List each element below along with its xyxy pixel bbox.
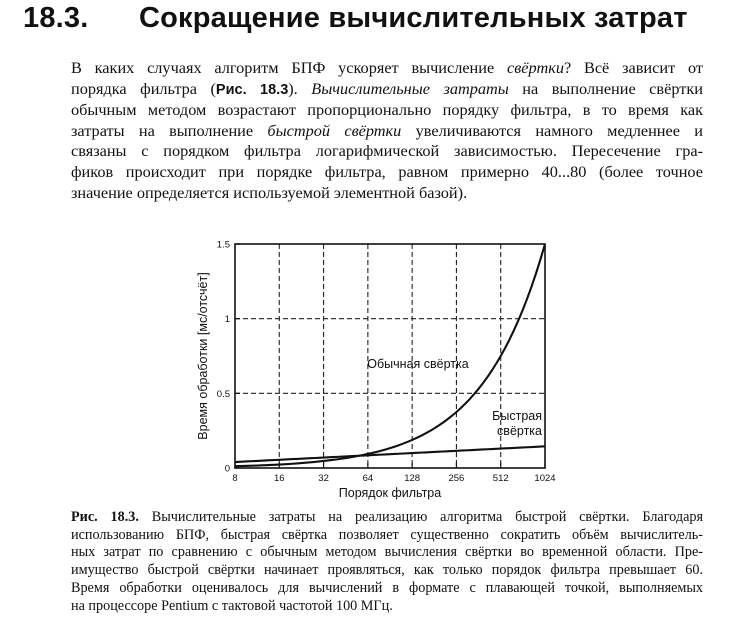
paragraph-line: значение определяется используемой элементной базой). <box>71 182 468 202</box>
text-run: увеличиваются намного медленнее и <box>401 120 704 140</box>
x-axis-label: Порядок фильтра <box>338 486 442 500</box>
y-tick-label: 0 <box>224 463 230 475</box>
y-tick-label: 1 <box>224 314 230 326</box>
y-tick-label: 0.5 <box>216 388 230 400</box>
caption-line: на процессоре Pentium с тактовой частотой 100 МГц. <box>71 597 393 614</box>
text-run: на выполнение свёртки <box>508 78 703 98</box>
caption-line <box>71 509 703 527</box>
series-label-fast <box>492 409 542 438</box>
caption-line: Время обработки оценивалось для вычислений в формате с плавающей точкой, выполняемых <box>71 579 703 596</box>
x-tick-label: 32 <box>318 473 329 484</box>
y-tick-label: 1.5 <box>216 239 230 251</box>
chart-labels <box>367 357 542 438</box>
figure-caption <box>71 509 703 615</box>
series-label-line: Быстрая <box>492 409 542 423</box>
paragraph-line: связаны с порядком фильтра логарифмической зависимостью. Пересечение гра- <box>71 141 703 161</box>
section-heading <box>23 2 688 35</box>
y-axis-label: Время обработки [мс/отсчёт] <box>196 272 210 440</box>
section-number: 18.3. <box>23 2 89 34</box>
emphasis-term: Вычислительные затраты <box>311 78 509 98</box>
paragraph-line <box>71 58 703 79</box>
x-tick-label: 512 <box>492 473 509 484</box>
x-tick-label: 64 <box>362 473 374 484</box>
section-title: Сокращение вычислительных затрат <box>139 2 688 34</box>
series-label-line: Обычная свёртка <box>367 357 469 371</box>
paragraph-line <box>71 79 703 101</box>
emphasis-term: быстрой свёртки <box>267 120 402 140</box>
x-tick-label: 128 <box>404 473 421 484</box>
x-tick-label: 8 <box>232 473 238 484</box>
paragraph-line <box>71 121 703 142</box>
text-run: В каких случаях алгоритм БПФ ускоряет вычисление <box>71 58 507 77</box>
x-tick-label: 1024 <box>534 473 556 484</box>
caption-line: имущество быстрой свёртки начинает проявляться, как только порядок фильтра превышает 60. <box>71 562 703 579</box>
text-run: порядка фильтра ( <box>71 78 216 98</box>
paragraph-line: обычным методом возрастают пропорционально порядку фильтра, в то время как <box>71 100 703 120</box>
text-run: Вычислительные затраты на реализацию алгоритма быстрой свёртки. Благодаря <box>138 509 703 525</box>
figure-label: Рис. 18.3. <box>71 509 139 525</box>
caption-line: использованию БПФ, быстрая свёртка позволяет существенно сократить объём вычислитель- <box>71 526 703 543</box>
caption-line: ных затрат по сравнению с обычным методом вычисления свёртки во временной области. Пре- <box>71 544 703 561</box>
text-run: ). <box>288 78 312 98</box>
text-run: затраты на выполнение <box>71 120 268 140</box>
x-tick-label: 16 <box>273 473 285 484</box>
series-label-conventional <box>367 357 468 371</box>
series-label-line: свёртка <box>497 424 542 438</box>
paragraph-line: фиков происходит при порядке фильтра, равном примерно 40...80 (более точное <box>71 161 703 181</box>
emphasis-term: свёртки <box>507 58 564 77</box>
x-tick-label: 256 <box>448 473 465 484</box>
text-run: ? Всё зависит от <box>563 58 704 77</box>
figure-reference: Рис. 18.3 <box>215 81 289 98</box>
convolution-cost-chart <box>190 236 570 504</box>
body-paragraph <box>71 58 703 203</box>
